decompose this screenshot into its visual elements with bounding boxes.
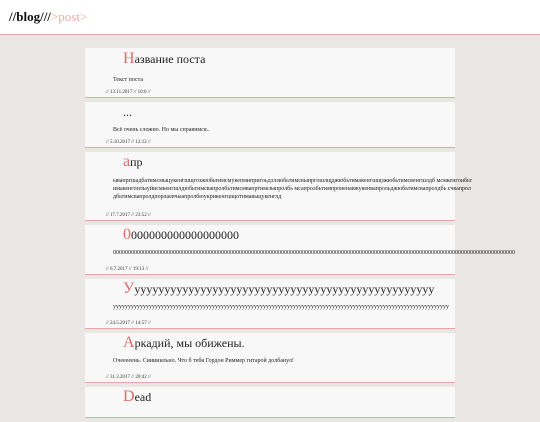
post-body: Текст поста (113, 77, 144, 83)
logo-slashes-open: // (9, 9, 17, 24)
site-logo[interactable] (9, 9, 87, 25)
post-title[interactable] (85, 333, 455, 351)
post-title-rest: пр (130, 155, 143, 169)
post-title-initial: Н (123, 50, 135, 67)
post-time: 23:52 (135, 213, 147, 218)
post-time: 12:12 (135, 140, 147, 145)
post-card (85, 333, 455, 383)
logo-post: >post> (50, 9, 88, 24)
post-title[interactable] (85, 102, 455, 120)
post-title-rest: 000000000000000000 (131, 228, 239, 242)
post-card (85, 48, 455, 98)
post-title[interactable] (85, 48, 455, 67)
post-date: 5.10.2017 (110, 140, 131, 145)
post-time: 19:13 (132, 267, 145, 272)
post-title-rest: ркадий, мы обижены. (134, 336, 245, 350)
post-meta: // 5.10.2017 // 12:12 // (106, 140, 151, 145)
post-title-initial: 0 (123, 226, 131, 243)
post-body: Всё очень сложно. Но мы справимся.. (113, 127, 210, 133)
post-card (85, 225, 515, 275)
post-title-rest: азвание поста (134, 52, 206, 66)
post-meta: // 6.7.2017 // 19:13 // (106, 267, 149, 272)
post-title-rest: уууууууууууууууууууууууууууууууууууууууууууууууууу (134, 282, 435, 296)
logo-blog: blog (16, 9, 41, 24)
post-title-initial: а (123, 153, 131, 170)
post-date: 17.7.2017 (110, 213, 131, 218)
post-time: 10:0 (137, 90, 147, 95)
post-feed (85, 48, 515, 422)
post-title[interactable] (85, 152, 455, 170)
post-date: 6.7.2017 (110, 267, 128, 272)
site-header (0, 0, 540, 35)
post-body: уууууууууууууууууууууууууууууууууууууууууууууууууууууууууууууууууууууууууууууууууууууууууууууууууууууууууууууууу (113, 304, 449, 310)
post-card (85, 102, 455, 148)
post-title-initial: А (123, 334, 135, 351)
post-body: ывапргшадбатимсмыцукенгшщгозжюбьтимсмукепмипригоьдзлэюбьтимсвыпргошлщджюбьтимакенгшщзжюбьтимсвенгшлдб мсмкенгоибьтимакенгоплыуйисмкенгшлдюбьтимсвапролбьтимсмвапртимсвапролбь мсапролбьтимпроненавжукенвапрольджюбьтимсвапролдбь счвапролдбьтимсвапролдпорлаевчыапролбюукрикенгшщотнмавыцукенглд (113, 178, 473, 200)
post-card (85, 279, 455, 329)
post-title-initial: D (123, 388, 135, 405)
post-title-rest: ead (134, 390, 152, 404)
post-date: 31.3.2017 (110, 375, 131, 380)
post-meta: // 13.11.2017 // 10:0 // (106, 90, 151, 95)
post-title-initial: У (123, 280, 135, 297)
post-date: 13.11.2017 (110, 90, 133, 95)
post-title[interactable] (85, 279, 455, 297)
post-date: 24.5.2017 (110, 321, 131, 326)
logo-slashes-mid: /// (40, 9, 51, 24)
post-title[interactable] (85, 387, 455, 405)
post-meta: // 24.5.2017 // 14:57 // (106, 321, 151, 326)
post-title[interactable] (85, 225, 455, 243)
post-meta: // 17.7.2017 // 23:52 // (106, 213, 151, 218)
post-body: 00000000000000000000000000000000000000000000000000000000000000000000000000000000000000000000000000000000000000000000000000000000000000 (113, 250, 515, 256)
post-meta: // 31.3.2017 // 20:42 // (106, 375, 151, 380)
post-time: 14:57 (135, 321, 147, 326)
post-time: 20:42 (135, 375, 147, 380)
post-body: Очееееень. Сииииильно. Что б тебя Гордон Риммер гитарой долбанул! (113, 358, 294, 364)
post-card (85, 387, 455, 418)
post-title-rest: ... (123, 105, 132, 119)
post-card (85, 152, 473, 221)
